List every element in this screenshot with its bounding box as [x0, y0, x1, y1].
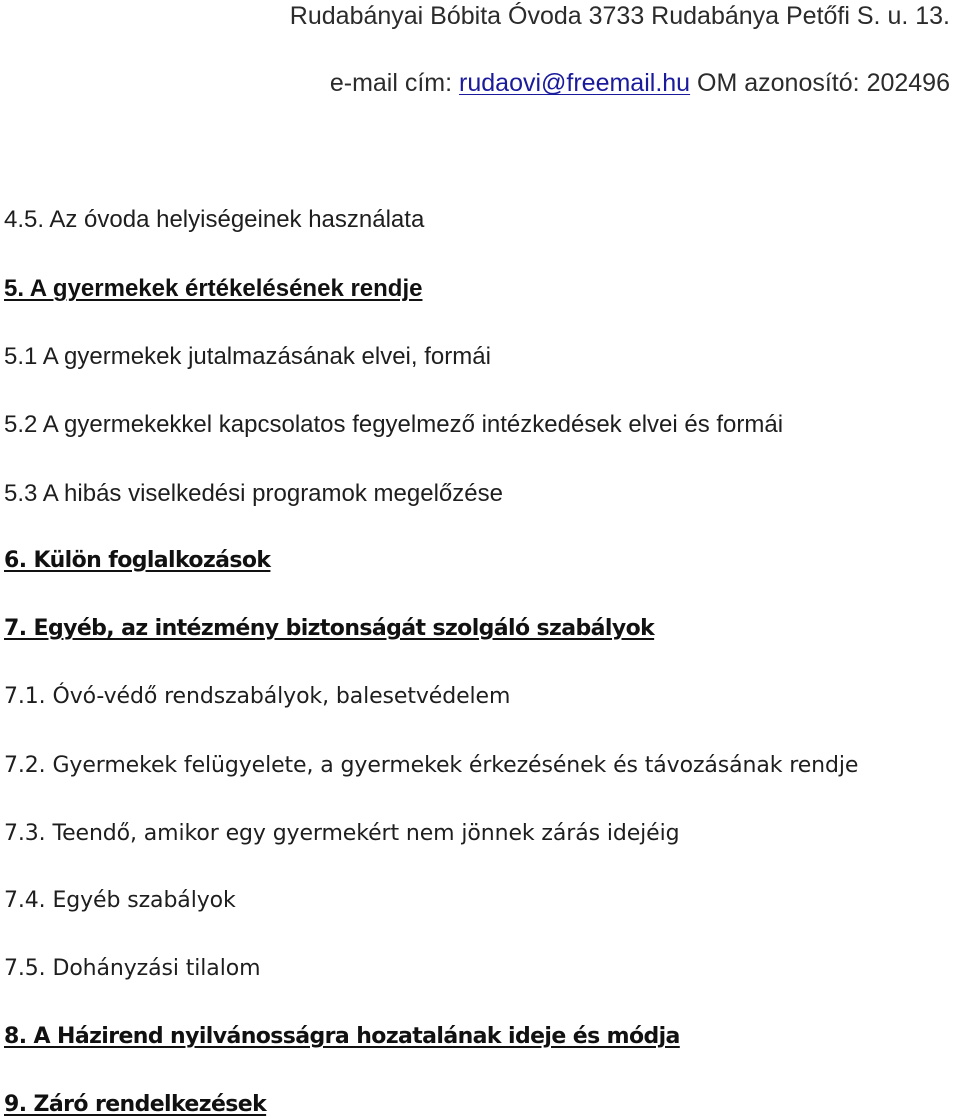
toc-item-5-3: 5.3 A hibás viselkedési programok megelőzése: [4, 480, 503, 507]
toc-item-7-1: 7.1. Óvó-védő rendszabályok, balesetvédelem: [4, 684, 511, 709]
toc-heading-8: 8. A Házirend nyilvánosságra hozatalának ideje és módja: [4, 1024, 680, 1049]
toc-item-7-2: 7.2. Gyermekek felügyelete, a gyermekek érkezésének és távozásának rendje: [4, 753, 859, 778]
toc-item-7-4: 7.4. Egyéb szabályok: [4, 888, 236, 913]
institution-address: Rudabányai Bóbita Óvoda 3733 Rudabánya Petőfi S. u. 13.: [289, 2, 950, 30]
toc-heading-7: 7. Egyéb, az intézmény biztonságát szolgáló szabályok: [4, 616, 655, 641]
toc-item-5-2: 5.2 A gyermekekkel kapcsolatos fegyelmező intézkedések elvei és formái: [4, 411, 784, 438]
email-label: e-mail cím:: [329, 69, 453, 97]
om-label: OM azonosító:: [697, 69, 860, 97]
toc-item-4-5: 4.5. Az óvoda helyiségeinek használata: [4, 206, 425, 233]
om-number: 202496: [866, 69, 950, 97]
toc-item-7-5: 7.5. Dohányzási tilalom: [4, 956, 261, 981]
toc-item-5-1: 5.1 A gyermekek jutalmazásának elvei, formái: [4, 343, 491, 370]
toc-item-7-3: 7.3. Teendő, amikor egy gyermekért nem jönnek zárás idejéig: [4, 821, 680, 846]
toc-heading-6: 6. Külön foglalkozások: [4, 548, 271, 573]
toc-heading-9: 9. Záró rendelkezések: [4, 1092, 267, 1117]
toc-heading-5: 5. A gyermekek értékelésének rendje: [4, 275, 423, 302]
email-link[interactable]: rudaovi@freemail.hu: [459, 69, 691, 97]
